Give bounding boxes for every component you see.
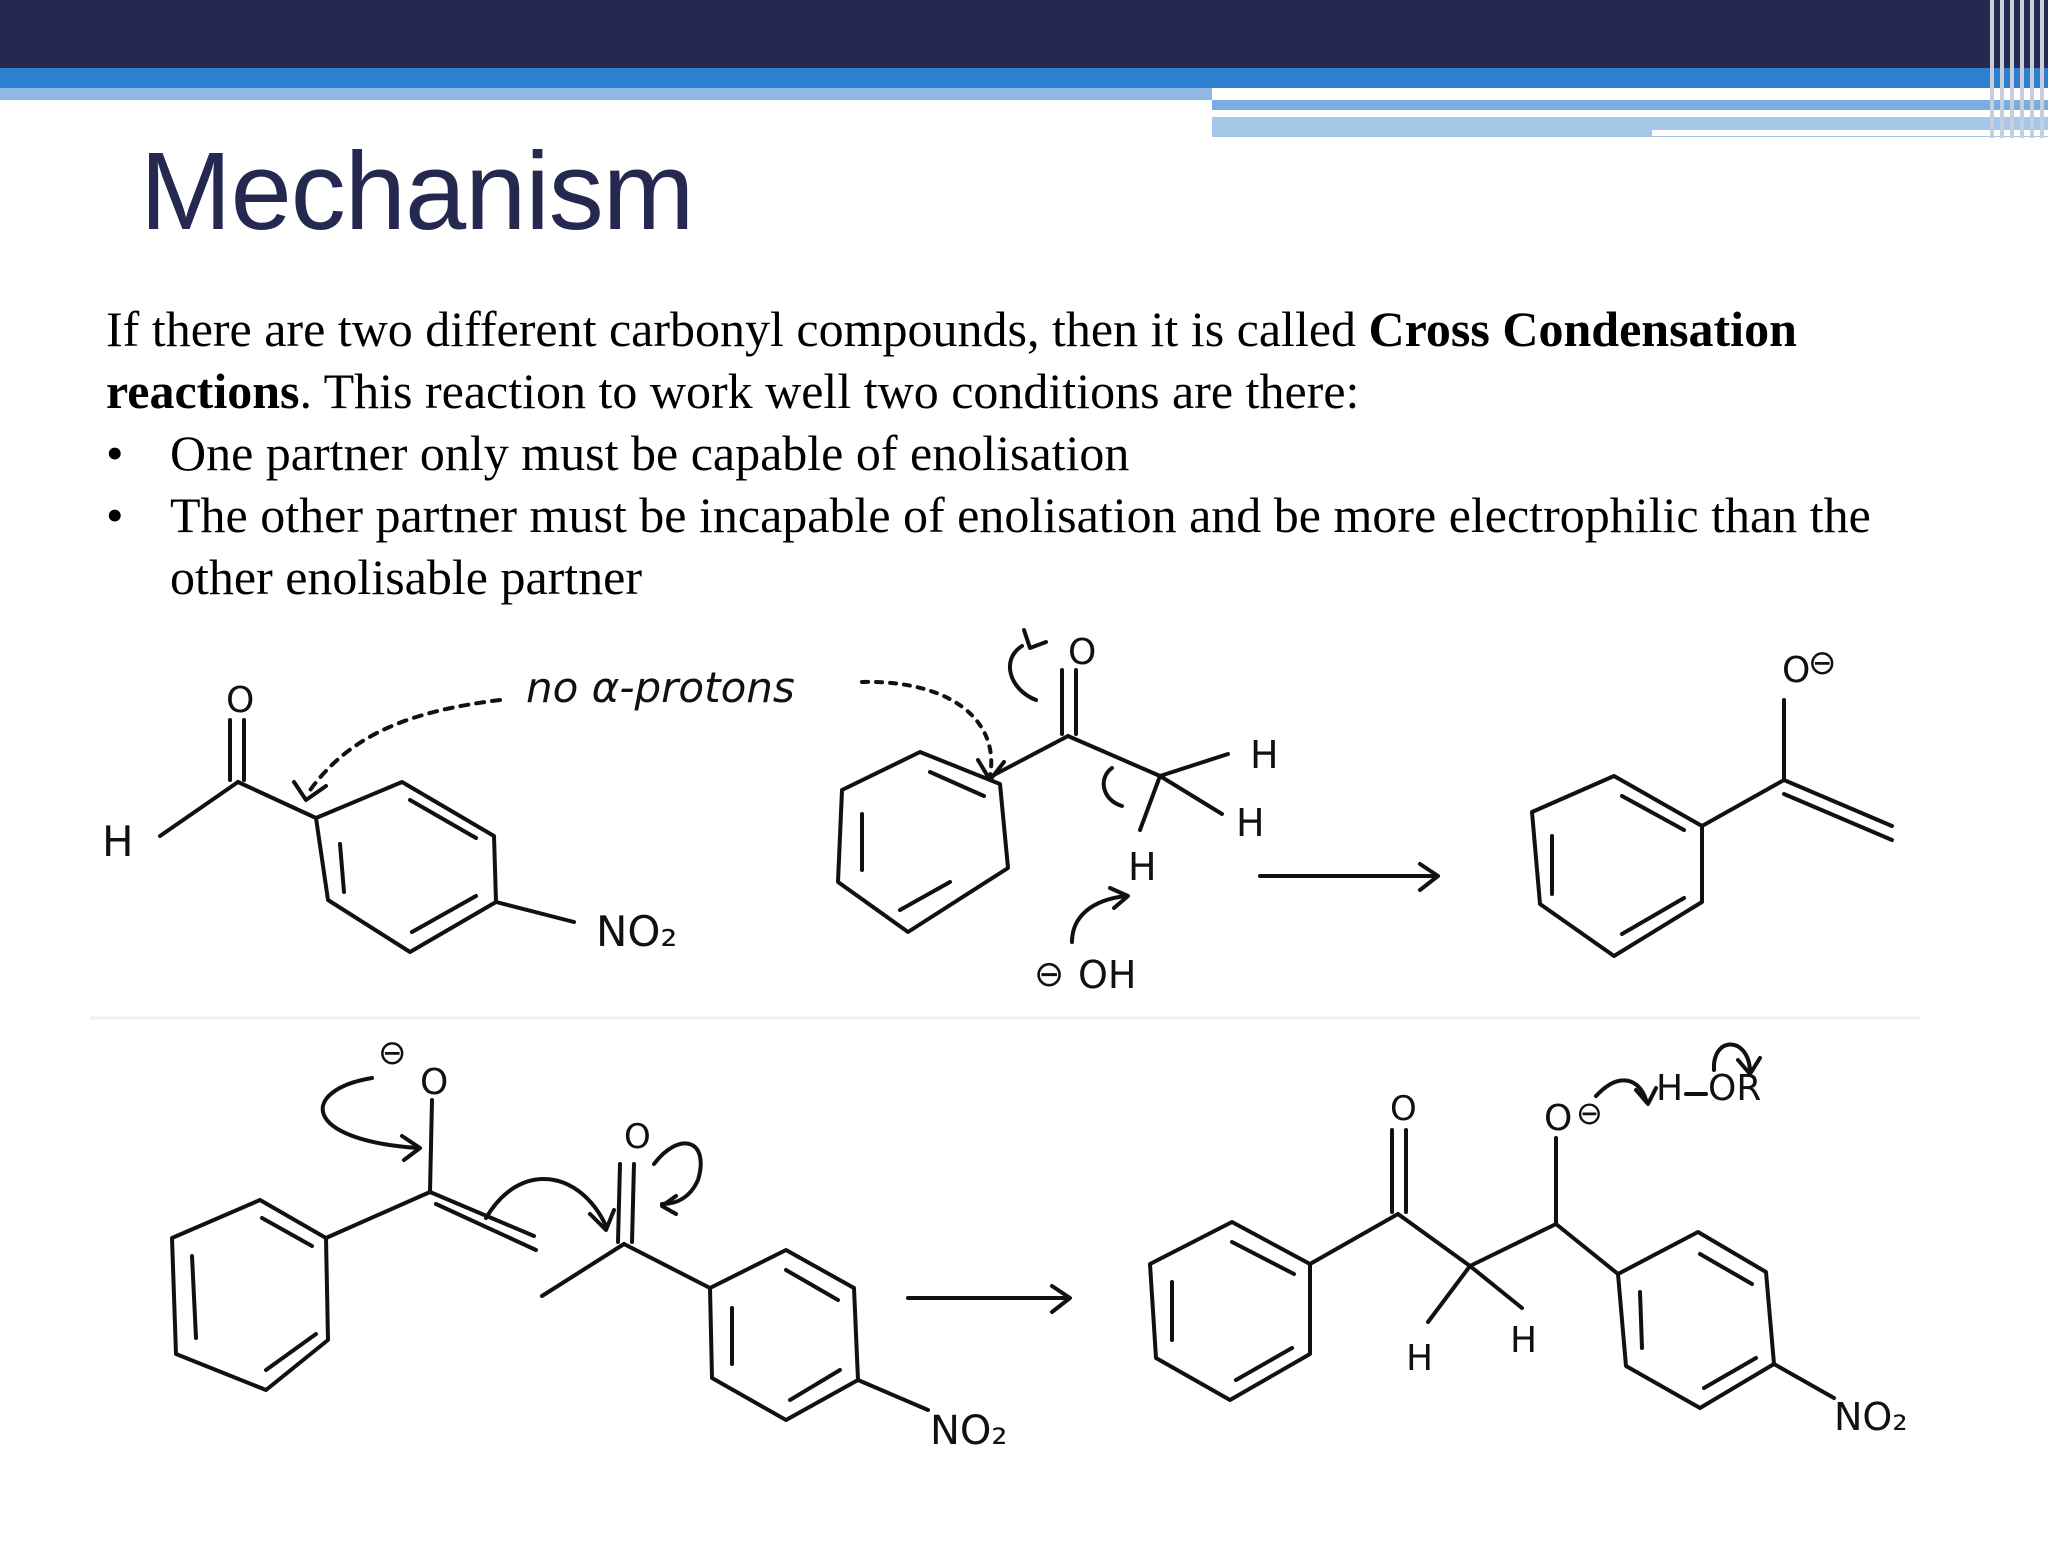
charge-label: ⊖	[1808, 643, 1837, 683]
intro-bold-term: Cross Condensation reactions	[106, 301, 1797, 419]
oxygen-label: O	[624, 1117, 651, 1157]
alkoxide-product	[1150, 1045, 1908, 1440]
header-stripes	[1986, 0, 2048, 138]
bond	[1140, 776, 1160, 830]
charge-label: ⊖	[1576, 1094, 1603, 1132]
nitro-label: NO₂	[1834, 1395, 1908, 1439]
bond	[992, 736, 1068, 776]
double-bond	[436, 1204, 536, 1250]
mechanism-svg	[0, 600, 2048, 1536]
condition-text: The other partner must be incapable of enolisation and be more electrophilic than the other enolisable partner	[170, 487, 1871, 605]
charge-label: ⊖	[378, 1033, 407, 1073]
double-bond	[192, 1256, 196, 1338]
oxygen-label: O	[420, 1062, 449, 1103]
hydrogen-label: H	[102, 817, 134, 866]
annotation-text: no α-protons	[526, 663, 795, 712]
nitrobenzaldehyde-electrophile	[542, 1117, 1007, 1454]
bond	[1556, 1224, 1618, 1274]
condition-item	[106, 422, 1946, 484]
oxygen-label: O	[1390, 1089, 1417, 1129]
header-band-light	[0, 88, 1212, 100]
bond	[1470, 1224, 1556, 1266]
hydroxide-charge: ⊖	[1034, 954, 1065, 995]
bond	[1310, 1214, 1398, 1264]
double-bond	[1704, 1358, 1756, 1388]
curved-arrow	[486, 1179, 606, 1226]
double-bond	[1236, 1348, 1292, 1380]
intro-paragraph	[106, 298, 1946, 422]
bond	[1470, 1266, 1522, 1308]
bond	[858, 1380, 928, 1410]
bond	[496, 902, 574, 922]
bond	[1428, 1266, 1470, 1322]
bullet-marker: •	[106, 487, 124, 543]
curved-arrow	[1104, 768, 1122, 806]
oxygen-label: O	[1068, 632, 1097, 673]
hydrogen-label: H	[1656, 1068, 1684, 1109]
condition-text: One partner only must be capable of enolisation	[170, 425, 1130, 481]
alkoxy-label: OR	[1708, 1068, 1762, 1109]
bond	[542, 1244, 624, 1296]
benzene-ring	[1532, 776, 1702, 956]
oxygen-label: O	[1544, 1098, 1573, 1139]
hydrogen-label: H	[1236, 801, 1265, 845]
double-bond	[1622, 796, 1684, 830]
curved-arrow	[1010, 646, 1036, 700]
intro-text-after: . This reaction to work well two conditions are there:	[299, 363, 1360, 419]
conditions-list	[106, 422, 1946, 608]
arrowhead	[1024, 630, 1046, 648]
hydrogen-label: H	[1406, 1338, 1434, 1379]
oxygen-label: O	[1782, 650, 1811, 691]
bullet-marker: •	[106, 425, 124, 481]
header-band-right	[1212, 100, 2048, 110]
double-bond	[1232, 1242, 1294, 1274]
bond	[326, 1192, 430, 1238]
double-bond	[340, 844, 344, 892]
bond	[1398, 1214, 1470, 1266]
double-bond	[412, 896, 476, 932]
header-band-blue	[0, 68, 2048, 88]
hydrogen-label: H	[1128, 845, 1157, 889]
condition-item	[106, 484, 1946, 608]
bond	[1702, 780, 1784, 826]
double-bond	[1622, 898, 1684, 934]
bond	[1068, 736, 1160, 776]
slide-title: Mechanism	[140, 130, 694, 253]
double-bond	[262, 1218, 312, 1246]
nitro-label: NO₂	[596, 907, 678, 956]
nitro-label: NO₂	[930, 1408, 1008, 1454]
carbonyl-bond	[618, 1164, 620, 1242]
bond	[624, 1244, 710, 1288]
hydroxide-label: OH	[1078, 953, 1137, 997]
enolate	[1532, 643, 1892, 956]
hydrogen-label: H	[1250, 733, 1279, 777]
nitrobenzaldehyde	[102, 680, 677, 956]
enolate-nucleophile	[172, 1033, 614, 1390]
double-bond	[1640, 1292, 1642, 1348]
oxygen-label: O	[226, 680, 255, 721]
annotation-arrow	[862, 682, 991, 776]
mechanism-diagram	[0, 600, 2048, 1536]
slide-body	[106, 298, 1946, 608]
bond	[1160, 754, 1228, 776]
bond	[1774, 1364, 1834, 1398]
bond	[430, 1100, 432, 1192]
bond	[160, 782, 238, 836]
double-bond	[900, 882, 950, 910]
intro-text-before: If there are two different carbonyl compounds, then it is called	[106, 301, 1369, 357]
hydrogen-label: H	[1510, 1320, 1538, 1361]
bond	[1160, 776, 1222, 814]
double-bond	[430, 1192, 534, 1236]
carbonyl-bond	[632, 1164, 634, 1242]
double-bond	[266, 1334, 316, 1370]
header-band-dark	[0, 0, 2048, 68]
